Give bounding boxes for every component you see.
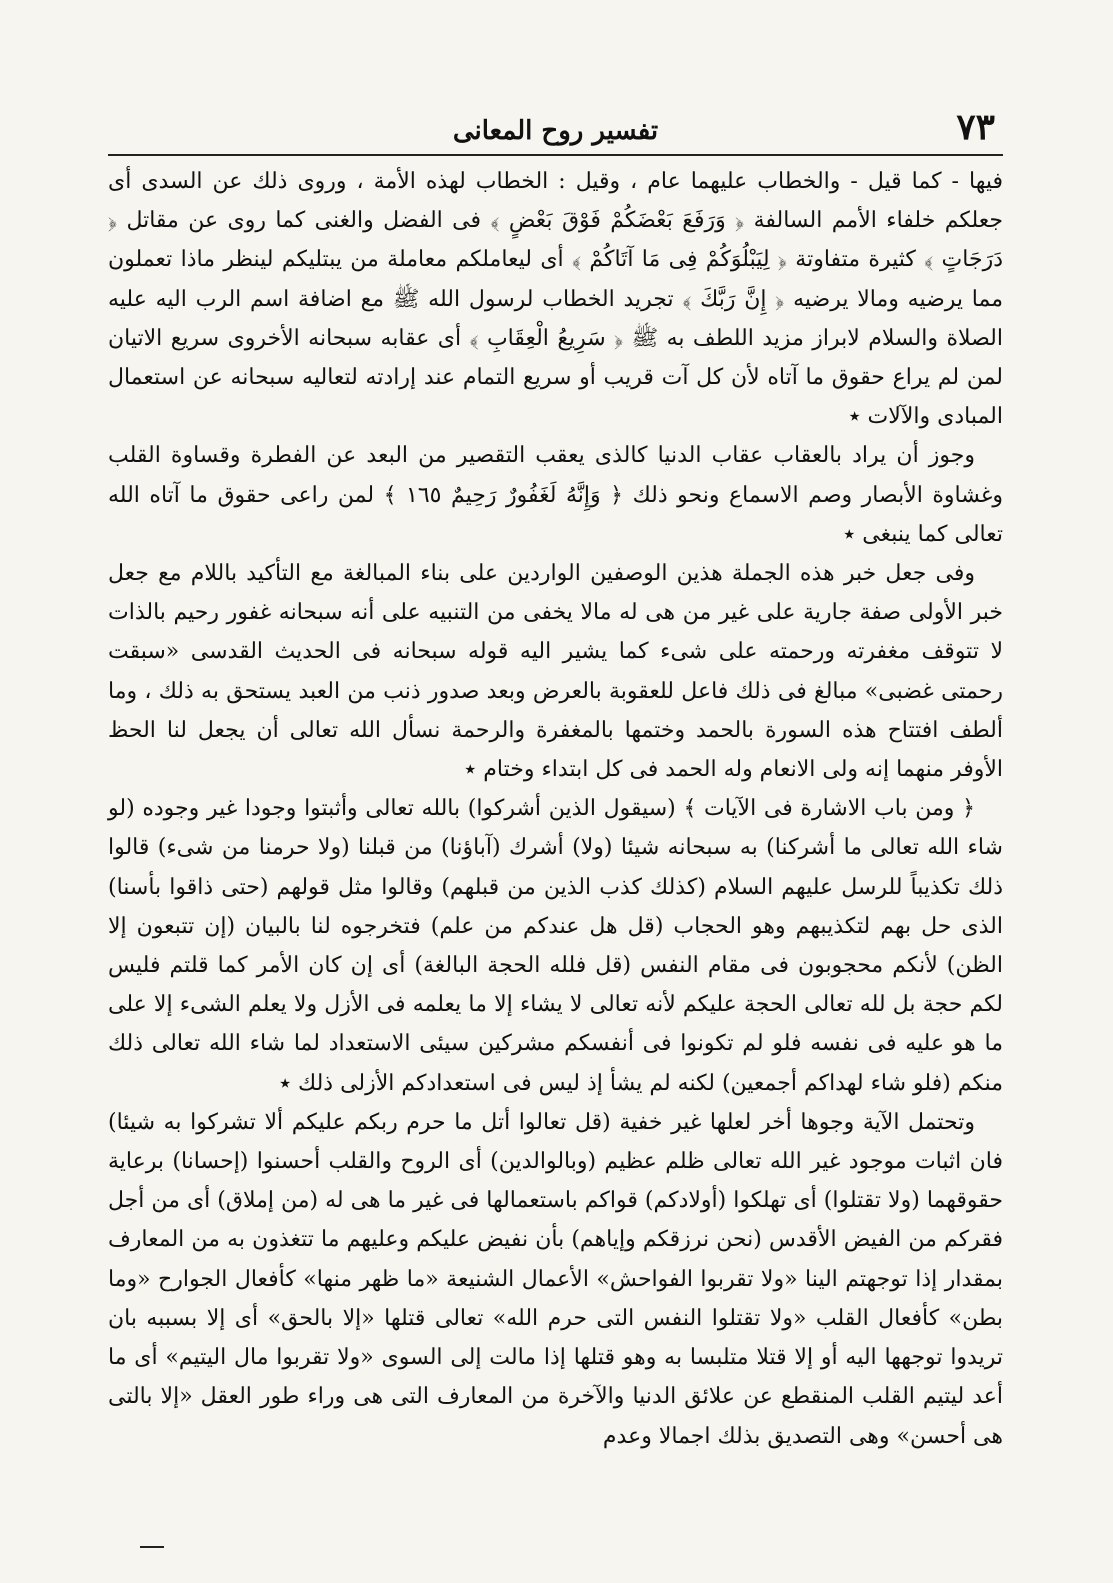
page-number: ٧٣: [956, 106, 995, 148]
page-header: [108, 108, 1003, 156]
paragraph: فيها - كما قيل - والخطاب عليهما عام ، وقيل : الخطاب لهذه الأمة ، وروى ذلك عن السدى أى جعلكم خلفاء الأمم السالفة ﴿ وَرَفَعَ بَعْضَكُمْ فَوْقَ بَعْضٍ ﴾ فى الفضل والغنى كما روى عن مقاتل ﴿ دَرَجَاتٍ ﴾ كثيرة متفاوتة ﴿ لِيَبْلُوَكُمْ فِى مَا آتَاكُمْ ﴾ أى ليعاملكم معاملة من يبتليكم لينظر ماذا تعملون مما يرضيه ومالا يرضيه ﴿ إِنَّ رَبَّكَ ﴾ تجريد الخطاب لرسول الله ﷺ مع اضافة اسم الرب اليه عليه الصلاة والسلام لابراز مزيد اللطف به ﷺ ﴿ سَرِيعُ الْعِقَابِ ﴾ أى عقابه سبحانه الأخروى سريع الاتيان لمن لم يراع حقوق ما آتاه لأن كل آت قريب أو سريع التمام عند إرادته لتعاليه سبحانه عن استعمال المبادى والآلات ٭: [108, 169, 1003, 430]
paragraph: وجوز أن يراد بالعقاب عقاب الدنيا كالذى يعقب التقصير من البعد عن الفطرة وقساوة القلب وغشاوة الأبصار وصم الاسماع ونحو ذلك ﴿ وَإِنَّهُ لَغَفُورٌ رَحِيمٌ ١٦٥ ﴾ لمن راعى حقوق ما آتاه الله تعالى كما ينبغى ٭: [108, 443, 1003, 547]
paragraph: وفى جعل خبر هذه الجملة هذين الوصفين الواردين على بناء المبالغة مع التأكيد باللام مع جعل خبر الأولى صفة جارية على غير من هى له مالا يخفى من التنبيه على أنه سبحانه غفور رحيم بالذات لا تتوقف مغفرته ورحمته على شىء كما يشير اليه قوله سبحانه فى الحديث القدسى «سبقت رحمتى غضبى» مبالغ فى ذلك فاعل للعقوبة بالعرض وبعد صدور ذنب من العبد يستحق به ذلك ، وما ألطف افتتاح هذه السورة بالحمد وختمها بالمغفرة والرحمة نسأل الله تعالى أن يجعل لنا الحظ الأوفر منهما إنه ولى الانعام وله الحمد فى كل ابتداء وختام ٭: [108, 561, 1004, 783]
commentary-text: [108, 162, 1003, 1456]
footer-dash: [140, 1546, 164, 1548]
paragraph: ﴿ ومن باب الاشارة فى الآيات ﴾ (سيقول الذين أشركوا) بالله تعالى وأثبتوا وجودا غير وجوده (لو شاء الله تعالى ما أشركنا) به سبحانه شيئا (ولا) أشرك (آباؤنا) من قبلنا (ولا حرمنا من شىء) قالوا ذلك تكذيباً للرسل عليهم السلام (كذلك كذب الذين من قبلهم) وقالوا مثل قولهم (حتى ذاقوا بأسنا) الذى حل بهم لتكذيبهم وهو الحجاب (قل هل عندكم من علم) فتخرجوه لنا بالبيان (إن تتبعون إلا الظن) لأنكم محجوبون فى مقام النفس (قل فلله الحجة البالغة) أى إن كان الأمر كما قلتم فليس لكم حجة بل لله تعالى الحجة عليكم لأنه تعالى لا يشاء إلا ما يعلمه فى الأزل ولا يعلم الشىء إلا على ما هو عليه فى نفسه فلو لم تكونوا فى أنفسكم مشركين سيئى الاستعداد لما شاء الله تعالى ذلك منكم (فلو شاء لهداكم أجمعين) لكنه لم يشأ إذ ليس فى استعدادكم الأزلى ذلك ٭: [108, 796, 1003, 1096]
running-title: تفسير روح المعانى: [452, 116, 659, 146]
paragraph: وتحتمل الآية وجوها أخر لعلها غير خفية (قل تعالوا أتل ما حرم ربكم عليكم ألا تشركوا به شيئا) فان اثبات موجود غير الله تعالى ظلم عظيم (وبالوالدين) أى الروح والقلب أحسنوا (إحسانا) برعاية حقوقهما (ولا تقتلوا) أى تهلكوا (أولادكم) قواكم باستعمالها فى غير ما هى له (من إملاق) أى من أجل فقركم من الفيض الأقدس (نحن نرزقكم وإياهم) بأن نفيض عليكم وعليهم ما تتغذون به من المعارف بمقدار إذا توجهتم الينا «ولا تقربوا الفواحش» الأعمال الشنيعة «ما ظهر منها» كأفعال الجوارح «وما بطن» كأفعال القلب «ولا تقتلوا النفس التى حرم الله» تعالى قتلها «إلا بالحق» أى إلا بسببه بان تريدوا توجهها اليه أو إلا قتلا متلبسا به وهو قتلها إذا مالت إلى السوى «ولا تقربوا مال اليتيم» أى ما أعد ليتيم القلب المنقطع عن علائق الدنيا والآخرة من المعارف التى هى وراء طور العقل «إلا بالتى هى أحسن» وهى التصديق بذلك اجمالا وعدم: [108, 1109, 1004, 1449]
